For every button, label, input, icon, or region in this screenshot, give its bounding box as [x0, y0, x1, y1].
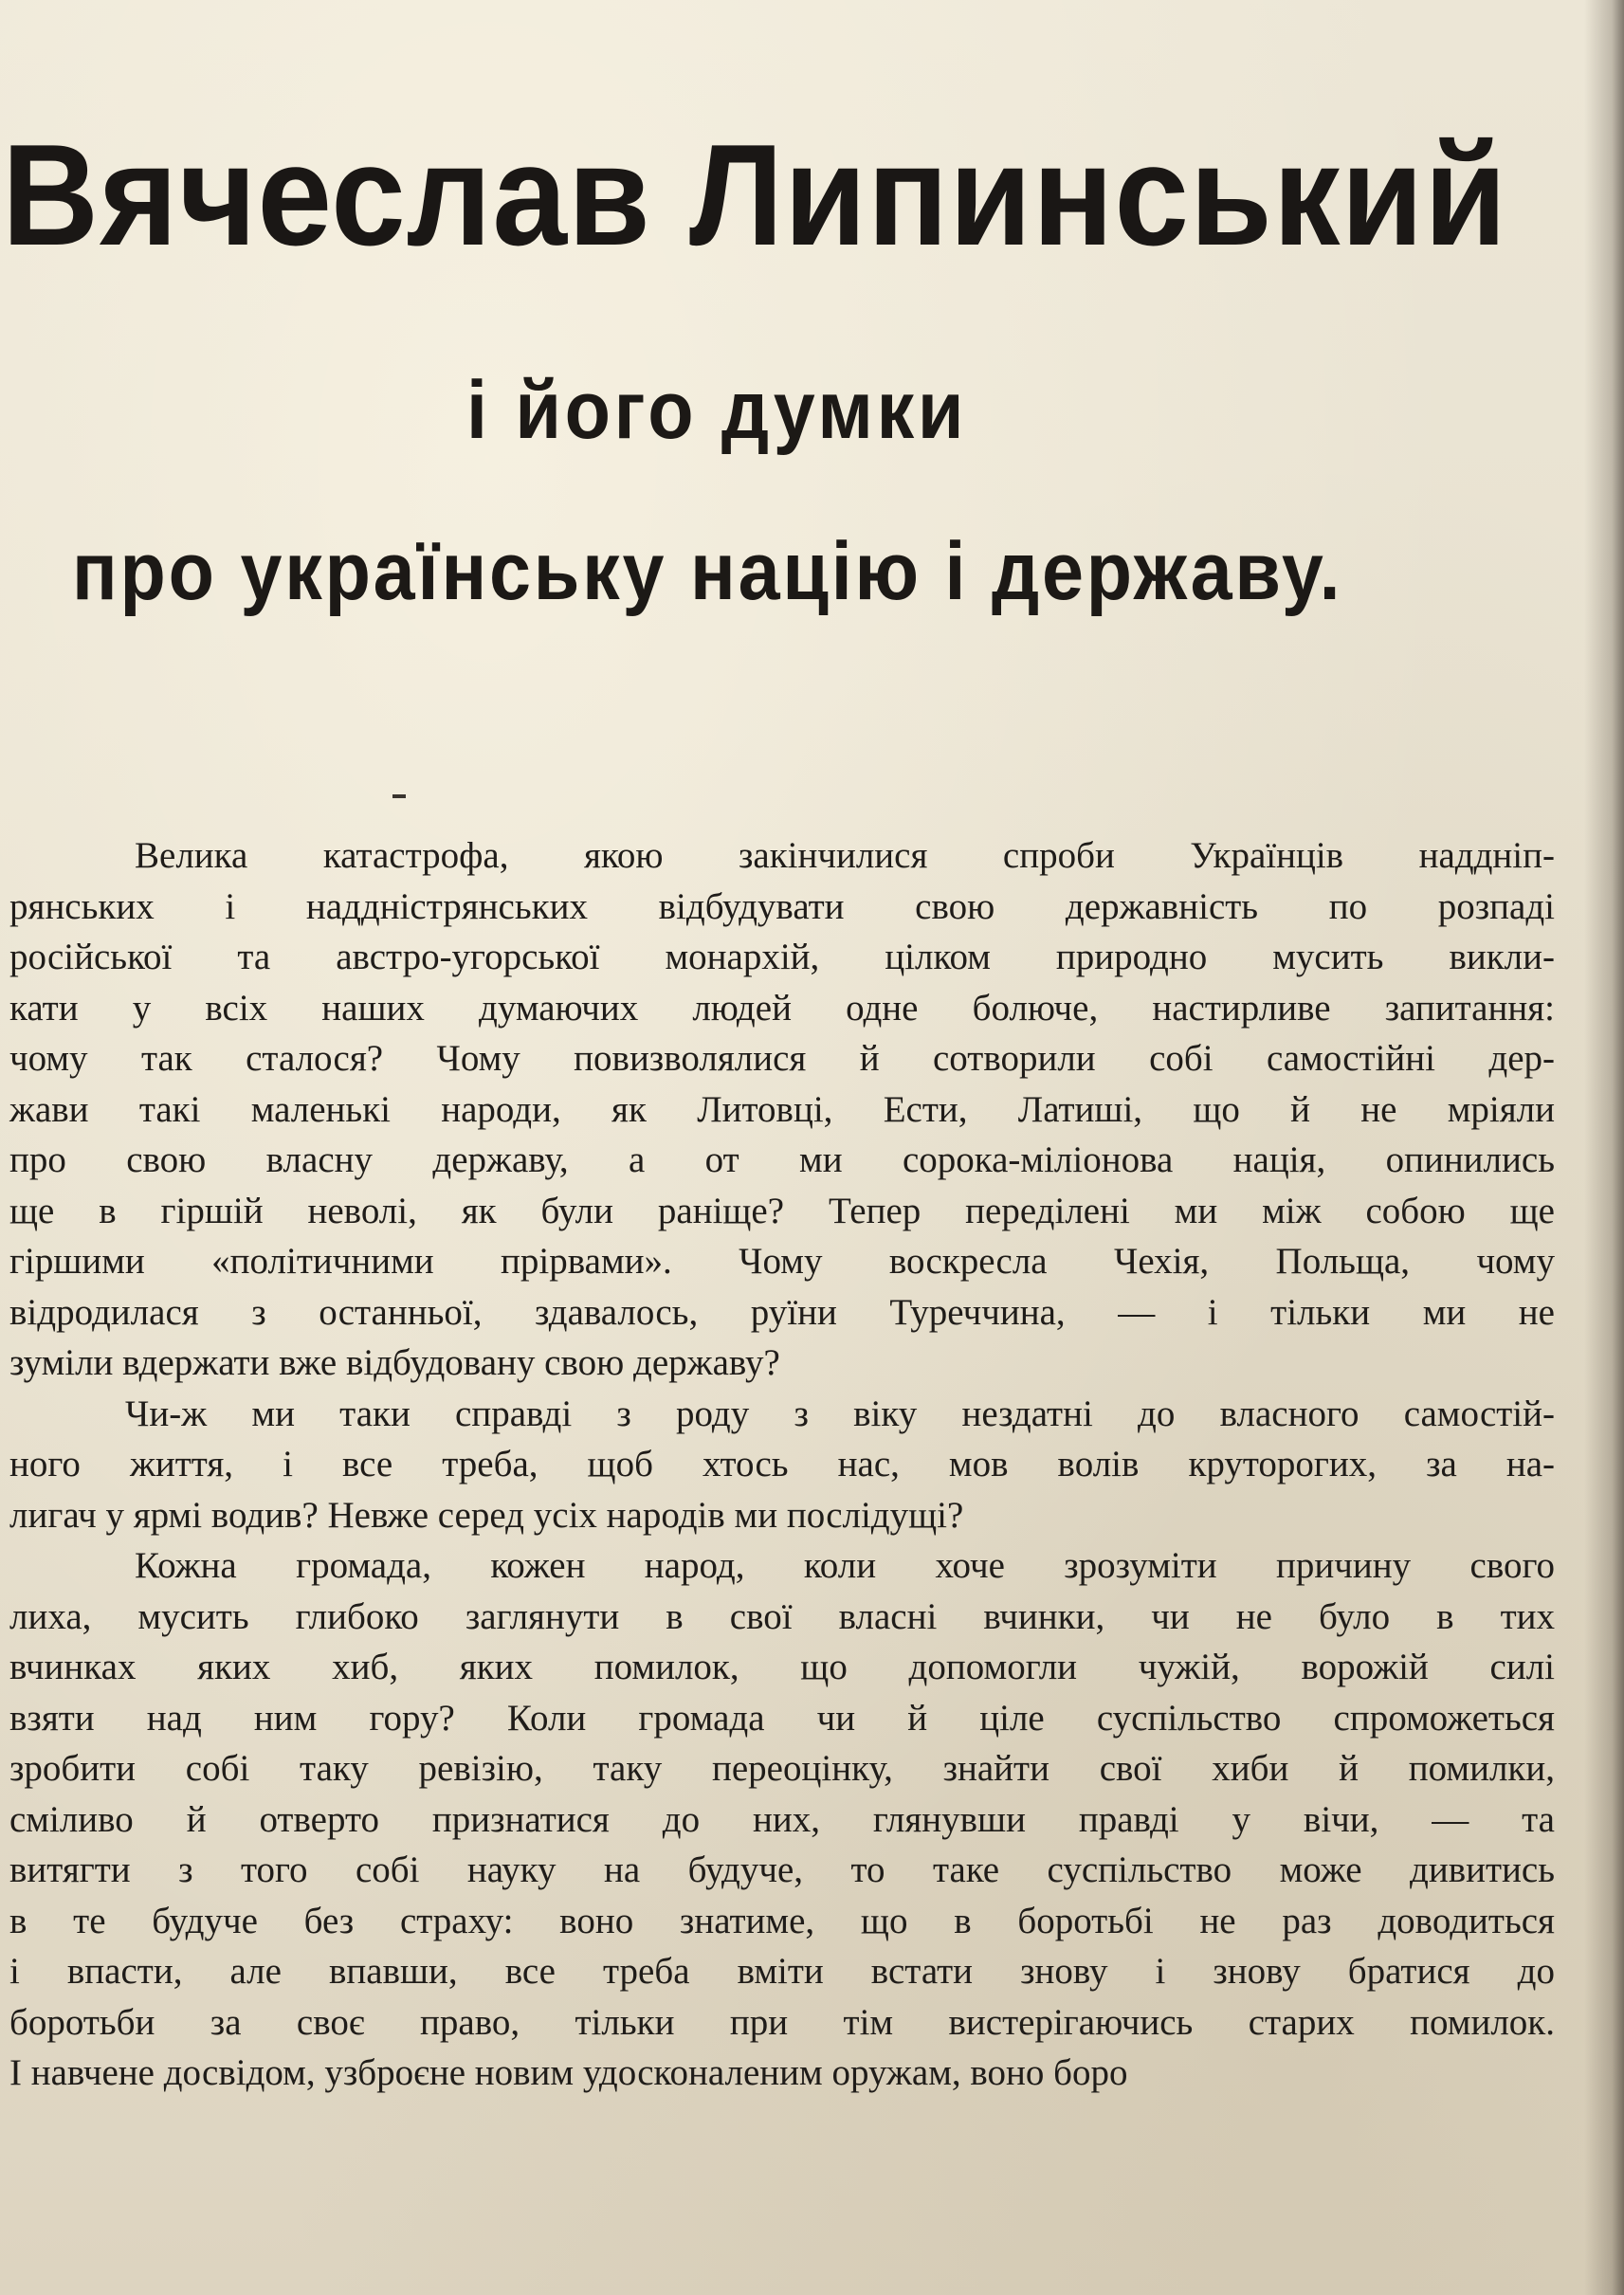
text-line: ного життя, і все треба, щоб хтось нас, мов волів круторогих, за на- [9, 1444, 1555, 1484]
text-line: відродилася з останньої, здавалось, руїни Туреччина, — і тільки ми не [9, 1291, 1555, 1333]
text-line: Кожна громада, кожен народ, коли хоче зрозуміти причину свого [135, 1545, 1555, 1586]
text-line: російської та австро-угорської монархій, цілком природно мусить викли- [9, 937, 1555, 977]
text-line: зробити собі таку ревізію, таку переоцінку, знайти свої хиби й помилки, [9, 1748, 1555, 1789]
text-line: зуміли вдержати вже відбудовану свою державу? [9, 1342, 780, 1383]
paragraph-3 [9, 1540, 1555, 2099]
text-line: кати у всіх наших думаючих людей одне болюче, настирливе запитання: [9, 987, 1555, 1029]
text-line: лигач у ярмі водив? Невже серед усіх народів ми послідущі? [9, 1494, 964, 1536]
text-line: рянських і наддністрянських відбудувати свою державність по розпаді [9, 885, 1555, 927]
article-body [9, 830, 1555, 2099]
text-line: і впасти, але впавши, все треба вміти встати знову і знову братися до [9, 1951, 1555, 1992]
text-line: в те будуче без страху: воно знатиме, що в боротьбі не раз доводиться [9, 1900, 1555, 1941]
text-line: взяти над ним гору? Коли громада чи й ціле суспільство спроможеться [9, 1697, 1555, 1739]
text-line: жави такі маленькі народи, як Литовці, Ести, Латиші, що й не мріяли [9, 1088, 1555, 1130]
text-line: Чи-ж ми таки справді з роду з віку нездатні до власного самостій- [125, 1393, 1555, 1434]
article-subtitle: і його думки [466, 365, 968, 456]
text-line: Велика катастрофа, якою закінчилися спроби Українців наддніп- [135, 835, 1555, 876]
text-line: сміливо й отверто признатися до них, глянувши правді у вічи, — та [9, 1798, 1555, 1840]
text-line: вчинках яких хиб, яких помилок, що допомогли чужій, ворожій силі [9, 1647, 1555, 1687]
text-line: І навчене досвідом, узброєне новим удосконаленим оружам, воно боро [9, 2052, 1128, 2093]
section-divider [392, 794, 406, 798]
text-line: боротьби за своє право, тільки при тім вистерігаючись старих помилок. [9, 2001, 1555, 2043]
text-line: гіршими «політичними прірвами». Чому воскресла Чехія, Польща, чому [9, 1241, 1555, 1282]
text-line: про свою власну державу, а от ми сорока-міліонова нація, опинились [9, 1139, 1555, 1180]
page-edge-shadow [1584, 0, 1624, 2295]
text-line: ще в гіршій неволі, як були раніще? Тепер переділені ми між собою ще [9, 1190, 1555, 1231]
text-line: витягти з того собі науку на будуче, то таке суспільство може дивитись [9, 1849, 1555, 1890]
text-line: лиха, мусить глибоко заглянути в свої власні вчинки, чи не було в тих [9, 1595, 1555, 1637]
article-subtitle-second-line: про українську націю і державу. [72, 526, 1343, 617]
paragraph-2 [9, 1389, 1555, 1541]
paragraph-1 [9, 830, 1555, 1389]
text-line: чому так сталося? Чому повизволялися й сотворили собі самостійні дер- [9, 1038, 1555, 1079]
article-title: Вячеслав Липинський [2, 115, 1508, 276]
